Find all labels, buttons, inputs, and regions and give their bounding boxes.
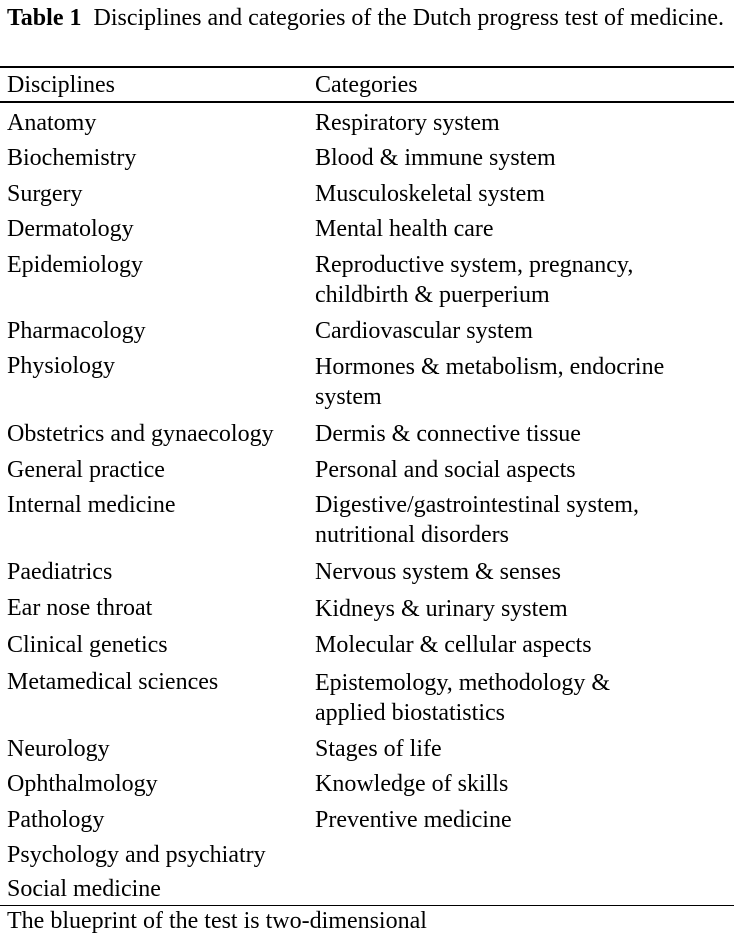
discipline-cell: Clinical genetics <box>7 632 168 658</box>
category-cell: Preventive medicine <box>315 807 512 833</box>
discipline-cell: Pharmacology <box>7 318 146 344</box>
discipline-cell: Metamedical sciences <box>7 669 219 695</box>
header-categories: Categories <box>315 72 418 98</box>
discipline-cell: Obstetrics and gynaecology <box>7 421 274 447</box>
header-disciplines: Disciplines <box>7 72 115 98</box>
discipline-cell: Pathology <box>7 807 105 833</box>
discipline-cell: Social medicine <box>7 876 161 902</box>
table-label: Table 1 <box>7 5 82 31</box>
header-rule <box>0 101 734 103</box>
category-cell: Digestive/gastrointestinal system, <box>315 492 639 518</box>
discipline-cell: Dermatology <box>7 216 134 242</box>
category-cell-continuation: childbirth & puerperium <box>315 282 550 308</box>
top-rule <box>0 66 734 68</box>
discipline-cell: Ear nose throat <box>7 595 153 621</box>
discipline-cell: Internal medicine <box>7 492 176 518</box>
category-cell-continuation: nutritional disorders <box>315 522 509 548</box>
category-cell: Blood & immune system <box>315 145 556 171</box>
category-cell: Musculoskeletal system <box>315 181 545 207</box>
category-cell: Dermis & connective tissue <box>315 421 581 447</box>
table-caption-text: Disciplines and categories of the Dutch progress test of medicine. <box>93 5 724 31</box>
discipline-cell: Psychology and psychiatry <box>7 842 266 868</box>
discipline-cell: Ophthalmology <box>7 771 158 797</box>
discipline-cell: Neurology <box>7 736 110 762</box>
category-cell: Nervous system & senses <box>315 559 561 585</box>
category-cell: Knowledge of skills <box>315 771 509 797</box>
category-cell: Personal and social aspects <box>315 457 576 483</box>
category-cell: Mental health care <box>315 216 494 242</box>
category-cell: Stages of life <box>315 736 442 762</box>
category-cell: Kidneys & urinary system <box>315 596 568 622</box>
table-footnote: The blueprint of the test is two-dimensional <box>7 908 427 934</box>
discipline-cell: General practice <box>7 457 165 483</box>
discipline-cell: Physiology <box>7 353 116 379</box>
category-cell-continuation: applied biostatistics <box>315 700 505 726</box>
category-cell: Hormones & metabolism, endocrine <box>315 354 665 380</box>
category-cell: Molecular & cellular aspects <box>315 632 592 658</box>
category-cell-continuation: system <box>315 384 382 410</box>
table-caption <box>7 4 725 33</box>
category-cell: Cardiovascular system <box>315 318 533 344</box>
discipline-cell: Epidemiology <box>7 252 143 278</box>
discipline-cell: Biochemistry <box>7 145 137 171</box>
discipline-cell: Surgery <box>7 181 83 207</box>
category-cell: Respiratory system <box>315 110 500 136</box>
discipline-cell: Paediatrics <box>7 559 113 585</box>
category-cell: Epistemology, methodology & <box>315 670 611 696</box>
category-cell: Reproductive system, pregnancy, <box>315 252 634 278</box>
discipline-cell: Anatomy <box>7 110 97 136</box>
